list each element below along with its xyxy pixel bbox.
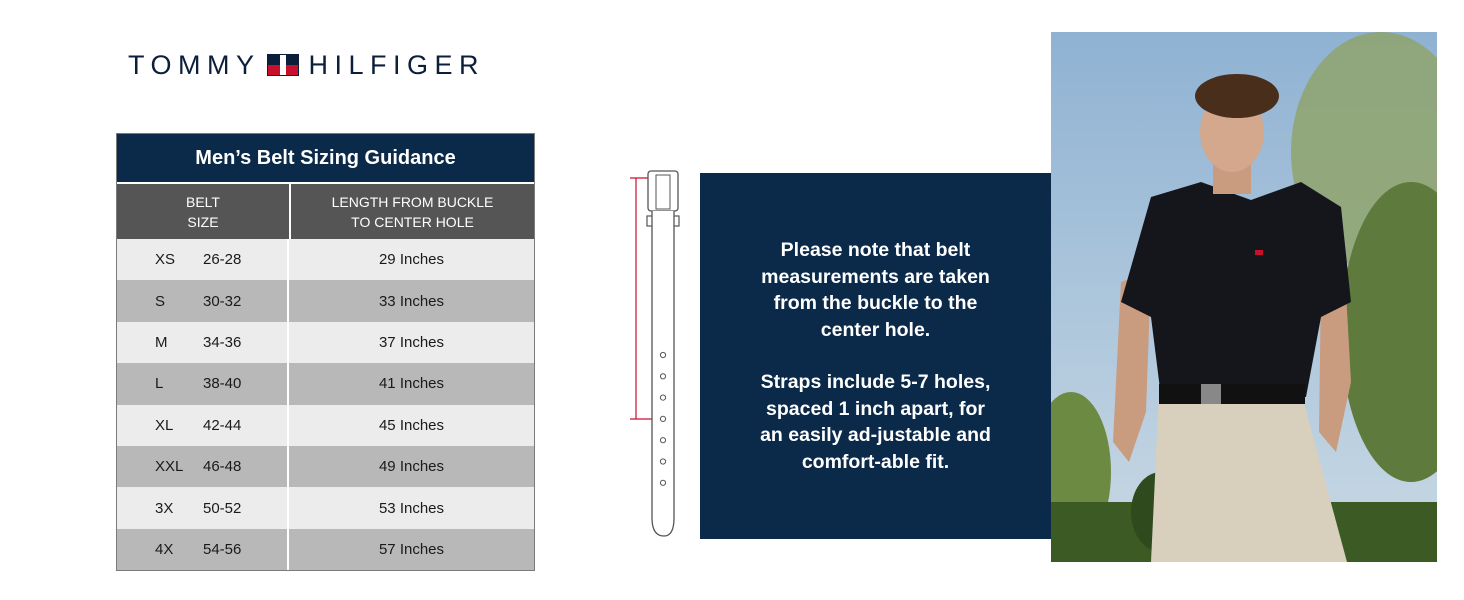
brand-logo bbox=[128, 50, 485, 80]
size-label: M bbox=[155, 333, 168, 351]
belt-hole bbox=[660, 438, 665, 443]
note-paragraph-2: Straps include 5-7 holes, spaced 1 inch apart, for an easily ad-justable and comfort-able fit. bbox=[760, 371, 991, 473]
table-row bbox=[117, 446, 534, 487]
table-row bbox=[117, 529, 534, 570]
belt-size-cell bbox=[117, 239, 289, 280]
belt-hole bbox=[660, 416, 665, 421]
belt-size-cell bbox=[117, 363, 289, 404]
brand-name-right: HILFIGER bbox=[308, 49, 486, 80]
belt-hole bbox=[660, 480, 665, 485]
size-label: L bbox=[155, 375, 164, 393]
table-row bbox=[117, 322, 534, 363]
table-header bbox=[117, 184, 534, 239]
length-cell: 57 Inches bbox=[378, 540, 445, 558]
belt-size-cell bbox=[117, 446, 289, 487]
table-row bbox=[117, 363, 534, 404]
belt-hole bbox=[660, 395, 665, 400]
size-label: XL bbox=[155, 416, 174, 434]
header-belt-size: BELT SIZE bbox=[117, 184, 291, 239]
length-cell: 53 Inches bbox=[378, 499, 445, 517]
size-label: 3X bbox=[155, 499, 174, 517]
belt-size-cell bbox=[117, 322, 289, 363]
table-title: Men’s Belt Sizing Guidance bbox=[117, 134, 534, 184]
table-row bbox=[117, 405, 534, 446]
model-photo bbox=[1051, 32, 1437, 562]
length-cell: 29 Inches bbox=[378, 251, 445, 269]
belt-size-cell bbox=[117, 280, 289, 321]
size-label: XXL bbox=[155, 458, 184, 476]
header-length: LENGTH FROM BUCKLE TO CENTER HOLE bbox=[331, 193, 494, 230]
waist-range: 50-52 bbox=[203, 499, 242, 517]
brand-name-left: TOMMY bbox=[128, 49, 261, 80]
length-cell: 45 Inches bbox=[378, 416, 445, 434]
belt-hole bbox=[660, 352, 665, 357]
waist-range: 30-32 bbox=[203, 292, 242, 310]
belt-hole bbox=[660, 374, 665, 379]
measurement-note-panel bbox=[700, 173, 1051, 539]
belt-diagram bbox=[626, 170, 686, 542]
size-label: 4X bbox=[155, 540, 174, 558]
length-cell: 37 Inches bbox=[378, 333, 445, 351]
flag-icon bbox=[267, 54, 299, 76]
size-label: XS bbox=[155, 251, 176, 269]
belt-size-cell bbox=[117, 405, 289, 446]
waist-range: 54-56 bbox=[203, 540, 242, 558]
belt-size-cell bbox=[117, 487, 289, 528]
size-label: S bbox=[155, 292, 166, 310]
belt-size-cell bbox=[117, 529, 289, 570]
waist-range: 38-40 bbox=[203, 375, 242, 393]
waist-range: 42-44 bbox=[203, 416, 242, 434]
waist-range: 26-28 bbox=[203, 251, 242, 269]
waist-range: 46-48 bbox=[203, 458, 242, 476]
table-row bbox=[117, 487, 534, 528]
length-cell: 41 Inches bbox=[378, 375, 445, 393]
length-cell: 49 Inches bbox=[378, 458, 445, 476]
note-paragraph-1: Please note that belt measurements are taken from the buckle to the center hole. bbox=[761, 239, 990, 341]
belt-sizing-table bbox=[116, 133, 535, 571]
table-row bbox=[117, 239, 534, 280]
belt-hole bbox=[660, 459, 665, 464]
length-cell: 33 Inches bbox=[378, 292, 445, 310]
table-row bbox=[117, 280, 534, 321]
waist-range: 34-36 bbox=[203, 333, 242, 351]
